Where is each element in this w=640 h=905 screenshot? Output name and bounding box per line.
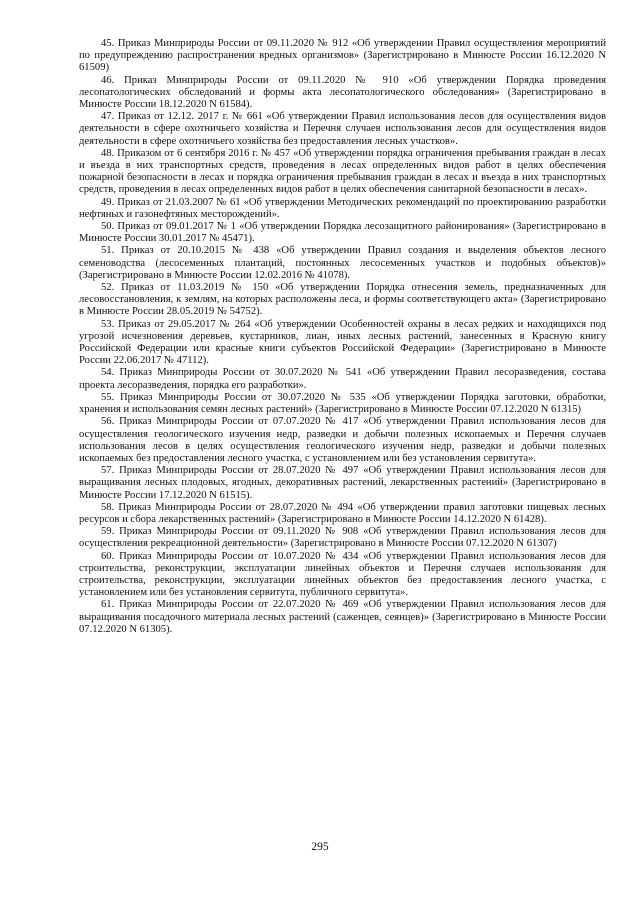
list-item-61: 61. Приказ Минприроды России от 22.07.2020 № 469 «Об утверждении Правил использования лесов для выращивания посадочного материала лесных растений (саженцев, сеянцев)» (Зарегистрировано в Минюсте России 07.12.2020 N 61305). bbox=[79, 599, 606, 635]
list-item-58: 58. Приказ Минприроды России от 28.07.2020 № 494 «Об утверждении правил заготовки пищевых лесных ресурсов и сбора лекарственных растений» (Зарегистрировано в Минюсте России 14.12.2020 N 61428). bbox=[79, 501, 606, 525]
legal-acts-list bbox=[79, 38, 606, 636]
list-item-60: 60. Приказ Минприроды России от 10.07.2020 № 434 «Об утверждении Правил использования лесов для строительства, реконструкции, эксплуатации линейных объектов и Перечня случаев использования для строительства, реконструкции, эксплуатации линейных объектов без предоставления лесного участка, с установлением или без установления сервитута, публичного сервитута». bbox=[79, 550, 606, 599]
list-item-56: 56. Приказ Минприроды России от 07.07.2020 № 417 «Об утверждении Правил использования лесов для осуществления геологического изучения недр, разведки и добычи полезных ископаемых и Перечня случаев использования лесов в целях осуществления геологического изучения недр, разведки и добычи полезных ископаемых без предоставления лесного участка, с установлением или без установления сервитута». bbox=[79, 416, 606, 464]
list-item-54: 54. Приказ Минприроды России от 30.07.2020 № 541 «Об утверждении Правил лесоразведения, состава проекта лесоразведения, порядка его разработки». bbox=[79, 367, 606, 391]
list-item-59: 59. Приказ Минприроды России от 09.11.2020 № 908 «Об утверждении Правил использования лесов для осуществления рекреационной деятельности» (Зарегистрировано в Минюсте России 07.12.2020 N 61307) bbox=[79, 526, 606, 550]
list-item-49: 49. Приказ от 21.03.2007 № 61 «Об утверждении Методических рекомендаций по проектированию разработки нефтяных и газонефтяных месторождений». bbox=[79, 196, 606, 220]
list-item-52: 52. Приказ от 11.03.2019 № 150 «Об утверждении Порядка отнесения земель, предназначенных для лесовосстановления, к землям, на которых расположены леса, и формы соответствующего акта» (Зарегистрировано в Минюсте России 28.05.2019 № 54752). bbox=[79, 282, 606, 318]
list-item-48: 48. Приказом от 6 сентября 2016 г. № 457 «Об утверждении порядка ограничения пребывания граждан в лесах и въезда в них транспортных средств, проведения в лесах определенных видов работ в целях обеспечения пожарной безопасности в лесах и порядка ограничения пребывания граждан в лесах и въезда в них транспортных средств, проведения в лесах определенных видов работ в целях обеспечения санитарной безопасности в лесах». bbox=[79, 147, 606, 196]
list-item-46: 46. Приказ Минприроды России от 09.11.2020 № 910 «Об утверждении Порядка проведения лесопатологических обследований и формы акта лесопатологического обследования» (Зарегистрировано в Минюсте России 18.12.2020 N 61584). bbox=[79, 74, 606, 111]
list-item-57: 57. Приказ Минприроды России от 28.07.2020 № 497 «Об утверждении Правил использования лесов для выращивания лесных плодовых, ягодных, декоративных растений, лекарственных растений» (Зарегистрировано в Минюсте России 17.12.2020 N 61515). bbox=[79, 465, 606, 501]
page-number: 295 bbox=[311, 841, 329, 853]
list-item-50: 50. Приказ от 09.01.2017 № 1 «Об утверждении Порядка лесозащитного районирования» (Зарегистрировано в Минюсте России 30.01.2017 № 45471). bbox=[79, 221, 606, 245]
list-item-45: 45. Приказ Минприроды России от 09.11.2020 № 912 «Об утверждении Правил осуществления мероприятий по предупреждению распространения вредных организмов» (Зарегистрировано в Минюсте России 16.12.2020 N 61509) bbox=[79, 38, 606, 74]
list-item-55: 55. Приказ Минприроды России от 30.07.2020 № 535 «Об утверждении Порядка заготовки, обработки, хранения и использования семян лесных растений» (Зарегистрировано в Минюсте России 07.12.2020 N 61315) bbox=[79, 391, 606, 416]
list-item-51: 51. Приказ от 20.10.2015 № 438 «Об утверждении Правил создания и выделения объектов лесного семеноводства (лесосеменных плантаций, постоянных лесосеменных участков и подобных объектов)» (Зарегистрировано в Минюсте России 12.02.2016 № 41078). bbox=[79, 245, 606, 281]
list-item-53: 53. Приказ от 29.05.2017 № 264 «Об утверждении Особенностей охраны в лесах редких и находящихся под угрозой исчезновения деревьев, кустарников, лиан, иных лесных растений, занесенных в Красную книгу Российской Федерации или красные книги субъектов Российской Федерации» (Зарегистрировано в Минюсте России 22.06.2017 № 47112). bbox=[79, 318, 606, 367]
list-item-47: 47. Приказ от 12.12. 2017 г. № 661 «Об утверждении Правил использования лесов для осуществления видов деятельности в сфере охотничьего хозяйства и Перечня случаев использования лесов для осуществления видов деятельности в сфере охотничьего хозяйства без предоставления лесных участков». bbox=[79, 111, 606, 147]
